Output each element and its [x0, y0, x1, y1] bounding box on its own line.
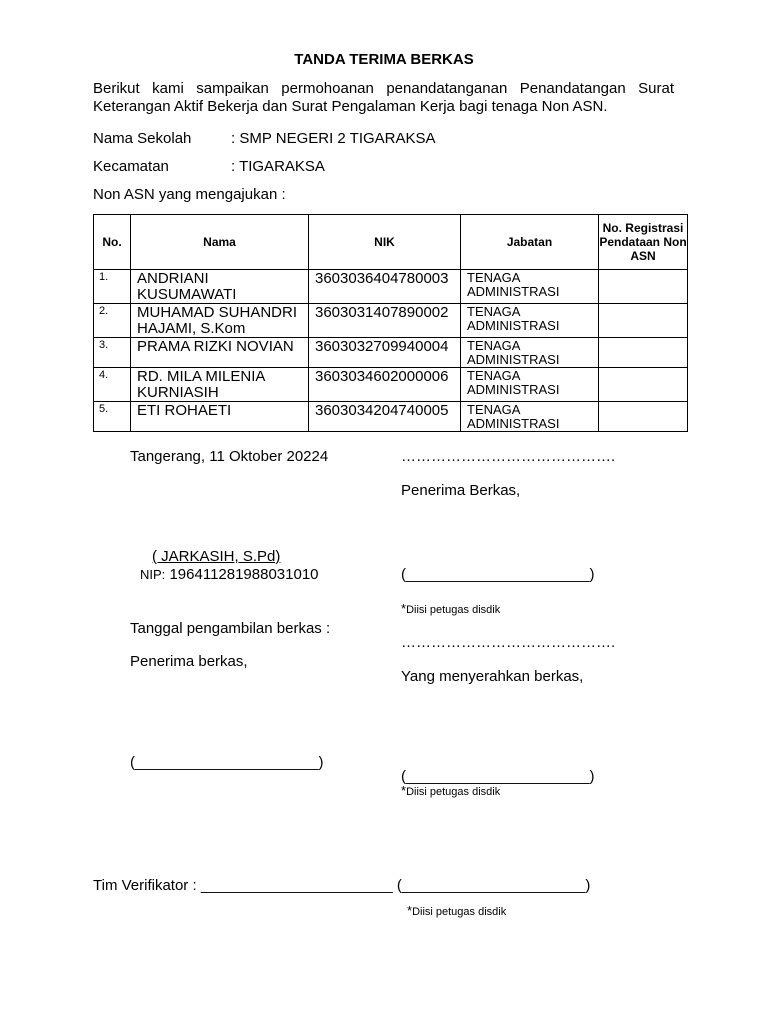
signer-name: ( JARKASIH, S.Pd) [152, 548, 281, 565]
cell-registrasi [599, 304, 688, 338]
cell-no: 4. [94, 368, 131, 402]
table-row [94, 368, 688, 402]
note-disdik-1: *Diisi petugas disdik [401, 601, 501, 616]
cell-nik: 3603036404780003 [309, 270, 461, 304]
cell-registrasi [599, 402, 688, 432]
place-date: Tangerang, 11 Oktober 20224 [130, 448, 329, 465]
cell-no: 5. [94, 402, 131, 432]
receiver-label-1: Penerima Berkas, [401, 482, 521, 499]
header-jabatan: Jabatan [461, 215, 599, 270]
signature-blank-1: (______________________) [401, 566, 595, 583]
verifikator-blank: _______________________ [200, 877, 393, 894]
school-value: : SMP NEGERI 2 TIGARAKSA [231, 130, 436, 147]
applicants-table [93, 214, 688, 432]
cell-nik: 3603034204740005 [309, 402, 461, 432]
header-registrasi: No. Registrasi Pendataan Non ASN [599, 215, 688, 270]
table-row [94, 270, 688, 304]
cell-registrasi [599, 338, 688, 368]
cell-nama: ANDRIANI KUSUMAWATI [131, 270, 309, 304]
nip-value: 196411281988031010 [169, 566, 319, 583]
header-nik: NIK [309, 215, 461, 270]
cell-nama: ETI ROHAETI [131, 402, 309, 432]
dots-line-2: ……………………………………. [401, 634, 616, 651]
signature-blank-2: (______________________) [130, 754, 324, 771]
verifikator-line [93, 877, 590, 894]
intro-paragraph: Berikut kami sampaikan permohoanan penandatanganan Penandatangan Surat Keterangan Aktif Bekerja dan Surat Pengalaman Kerja bagi tenaga Non ASN. [93, 80, 674, 115]
cell-no: 1. [94, 270, 131, 304]
cell-jabatan: TENAGA ADMINISTRASI [461, 270, 599, 304]
table-row [94, 304, 688, 338]
cell-registrasi [599, 270, 688, 304]
cell-jabatan: TENAGA ADMINISTRASI [461, 402, 599, 432]
table-header-row [94, 215, 688, 270]
receiver-label-2: Penerima berkas, [130, 653, 248, 670]
header-nama: Nama [131, 215, 309, 270]
submitter-label: Yang menyerahkan berkas, [401, 668, 584, 685]
signature-blank-3: (______________________) [401, 768, 595, 785]
cell-jabatan: TENAGA ADMINISTRASI [461, 304, 599, 338]
nip-line [140, 566, 319, 583]
district-label: Kecamatan [93, 158, 169, 175]
cell-nik: 3603032709940004 [309, 338, 461, 368]
nip-label: NIP: [140, 567, 166, 582]
note-disdik-3: *Diisi petugas disdik [407, 903, 507, 918]
header-no: No. [94, 215, 131, 270]
cell-nik: 3603034602000006 [309, 368, 461, 402]
district-value: : TIGARAKSA [231, 158, 325, 175]
table-row [94, 402, 688, 432]
table-row [94, 338, 688, 368]
cell-jabatan: TENAGA ADMINISTRASI [461, 368, 599, 402]
dots-line-1: ……………………………………. [401, 448, 616, 465]
cell-no: 3. [94, 338, 131, 368]
cell-nik: 3603031407890002 [309, 304, 461, 338]
cell-no: 2. [94, 304, 131, 338]
applicants-label: Non ASN yang mengajukan : [93, 186, 286, 203]
verifikator-label: Tim Verifikator : [93, 877, 197, 894]
cell-nama: MUHAMAD SUHANDRI HAJAMI, S.Kom [131, 304, 309, 338]
cell-registrasi [599, 368, 688, 402]
cell-nama: PRAMA RIZKI NOVIAN [131, 338, 309, 368]
pickup-date-label: Tanggal pengambilan berkas : [130, 620, 331, 637]
cell-jabatan: TENAGA ADMINISTRASI [461, 338, 599, 368]
document-title: TANDA TERIMA BERKAS [294, 51, 474, 68]
school-label: Nama Sekolah [93, 130, 192, 147]
note-disdik-2: *Diisi petugas disdik [401, 783, 501, 798]
signature-blank-4: (______________________) [396, 877, 591, 894]
cell-nama: RD. MILA MILENIA KURNIASIH [131, 368, 309, 402]
